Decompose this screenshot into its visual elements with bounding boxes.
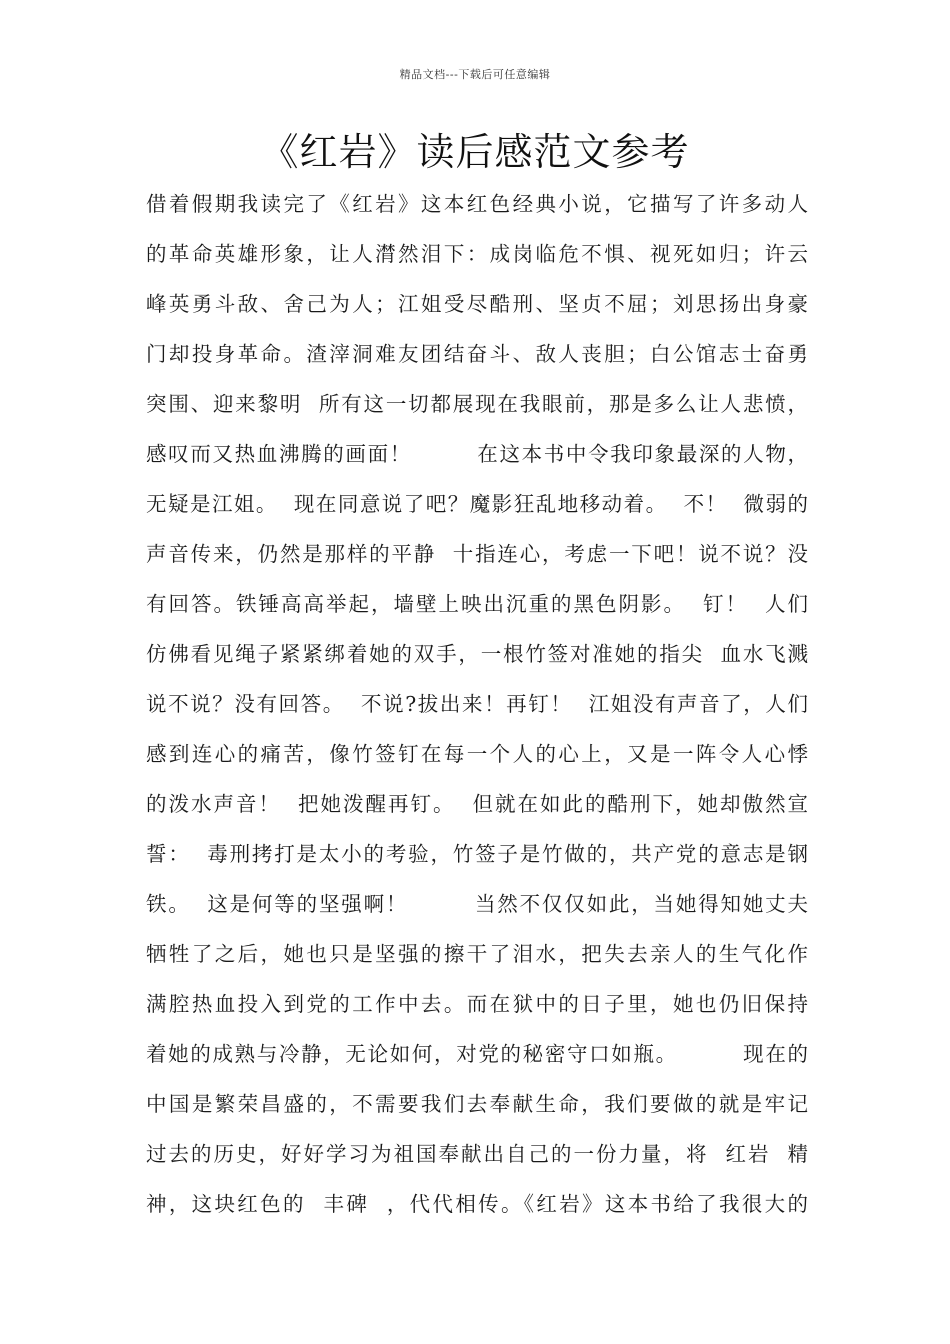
text-line: 铁。 这是何等的坚强啊！ 当然不仅仅如此，当她得知她丈夫 (146, 892, 808, 916)
text-line: 声音传来，仍然是那样的平静 十指连心，考虑一下吧！说不说？没 (146, 542, 808, 566)
text-line: 的革命英雄形象，让人潸然泪下：成岗临危不惧、视死如归；许云 (146, 242, 808, 266)
text-line: 中国是繁荣昌盛的，不需要我们去奉献生命，我们要做的就是牢记 (146, 1092, 808, 1116)
text-line: 感叹而又热血沸腾的画面！ 在这本书中令我印象最深的人物， (146, 442, 808, 466)
text-line: 着她的成熟与冷静，无论如何，对党的秘密守口如瓶。 现在的 (146, 1042, 808, 1066)
text-line: 仿佛看见绳子紧紧绑着她的双手，一根竹签对准她的指尖 血水飞溅 (146, 642, 808, 666)
text-line: 说不说？没有回答。 不说?拔出来！再钉！ 江姐没有声音了，人们 (146, 692, 808, 716)
text-line: 满腔热血投入到党的工作中去。而在狱中的日子里，她也仍旧保持 (146, 992, 808, 1016)
text-line: 感到连心的痛苦，像竹签钉在每一个人的心上，又是一阵令人心悸 (146, 742, 808, 766)
text-line: 借着假期我读完了《红岩》这本红色经典小说，它描写了许多动人 (146, 192, 808, 216)
text-line: 有回答。铁锤高高举起，墙壁上映出沉重的黑色阴影。 钉！ 人们 (146, 592, 808, 616)
header-note: 精品文档---下载后可任意编辑 (399, 68, 551, 81)
text-line: 门却投身革命。渣滓洞难友团结奋斗、敌人丧胆；白公馆志士奋勇 (146, 342, 808, 366)
text-line: 的泼水声音！ 把她泼醒再钉。 但就在如此的酷刑下，她却傲然宣 (146, 792, 808, 816)
text-line: 牺牲了之后，她也只是坚强的擦干了泪水，把失去亲人的生气化作 (146, 942, 808, 966)
text-line: 无疑是江姐。 现在同意说了吧？魔影狂乱地移动着。 不！ 微弱的 (146, 492, 808, 516)
text-line: 突围、迎来黎明 所有这一切都展现在我眼前，那是多么让人悲愤， (146, 392, 808, 416)
document-title: 《红岩》读后感范文参考 (260, 130, 690, 174)
text-line: 誓： 毒刑拷打是太小的考验，竹签子是竹做的，共产党的意志是钢 (146, 842, 808, 866)
text-line: 峰英勇斗敌、舍己为人；江姐受尽酷刑、坚贞不屈；刘思扬出身豪 (146, 292, 808, 316)
text-line: 过去的历史，好好学习为祖国奉献出自己的一份力量，将 红岩 精 (146, 1142, 808, 1166)
text-line: 神，这块红色的 丰碑 ，代代相传。《红岩》这本书给了我很大的 (146, 1192, 808, 1216)
